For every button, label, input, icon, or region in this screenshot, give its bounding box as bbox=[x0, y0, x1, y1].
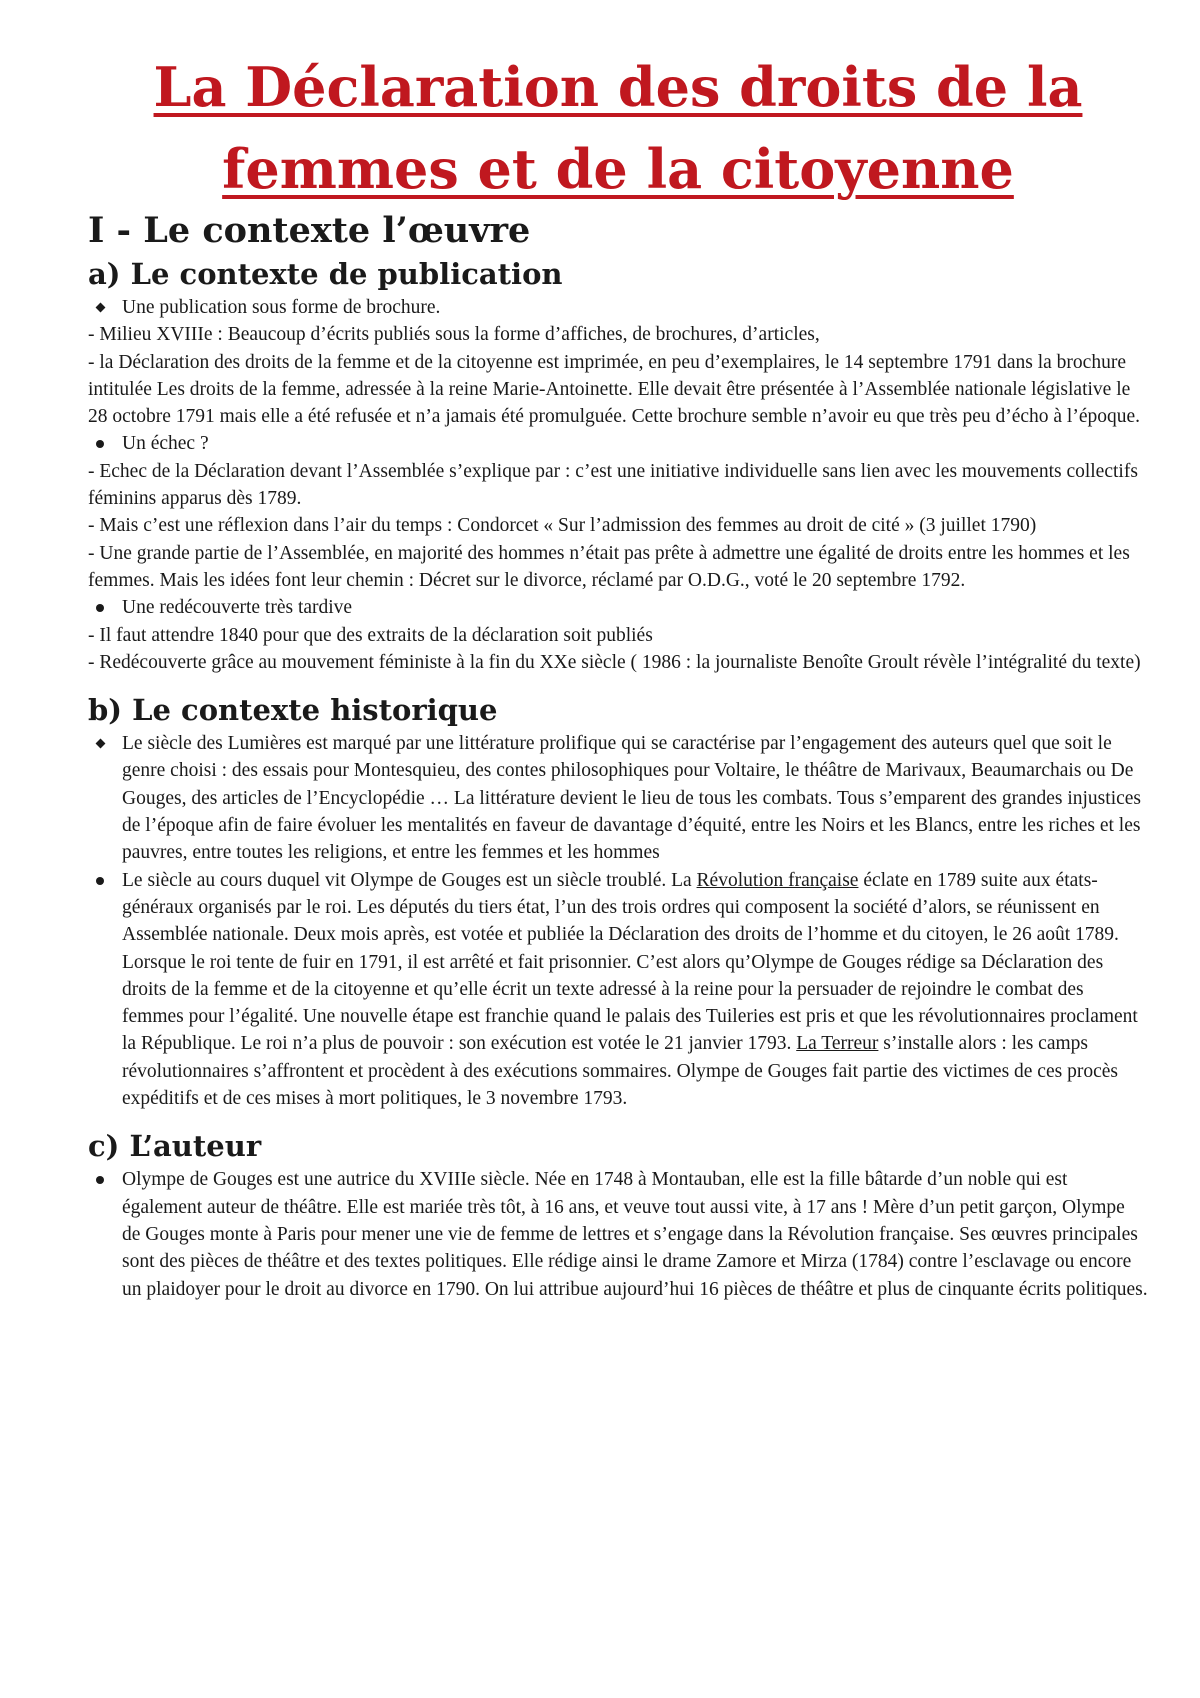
author-content bbox=[88, 1166, 1148, 1302]
text-run: s’installe alors : les camps révolutionnaires s’affrontent et procèdent à des exécutions sommaires. Olympe de Gouges fait partie des victimes de ces procès expéditifs et de ces mises à mort politiques, le 3 novembre 1793. bbox=[122, 1033, 1118, 1110]
list-item bbox=[88, 1166, 1148, 1302]
bullet-text: Le siècle des Lumières est marqué par une littérature prolifique qui se caractérise par l’engagement des auteurs quel que soit le genre choisi : des essais pour Montesquieu, des contes philosophiques pour Voltaire, le théâtre de Marivaux, Beaumarchais ou De Gouges, des articles de l’Encyclopédie … La littérature devient le lieu de tous les combats. Tous s’emparent des grandes injustices de l’époque afin de faire évoluer les mentalités en faveur de davantage d’équité, entre les Noirs et les Blancs, entre les riches et les pauvres, entre toutes les religions, et entre les femmes et les hommes bbox=[122, 733, 1142, 864]
link-la-terreur[interactable]: La Terreur bbox=[796, 1033, 879, 1055]
paragraph: - la Déclaration des droits de la femme et de la citoyenne est imprimée, en peu d’exemplaires, le 14 septembre 1791 dans la brochure intitulée Les droits de la femme, adressée à la reine Marie-Antoinette. Elle devait être présentée à l’Assemblée nationale législative le 28 octobre 1791 mais elle a été refusée et n’a jamais été promulguée. Cette brochure semble n’avoir eu que très peu d’écho à l’époque. bbox=[88, 351, 1141, 428]
paragraph: - Milieu XVIIIe : Beaucoup d’écrits publiés sous la forme d’affiches, de brochures, d’articles, bbox=[88, 324, 820, 346]
section-heading-context: I - Le contexte l’œuvre bbox=[88, 210, 531, 251]
bullet-text: Un échec ? bbox=[122, 433, 209, 455]
dot-bullet-icon bbox=[88, 867, 122, 1113]
dot-bullet-icon bbox=[88, 594, 122, 621]
bullet-text: Une redécouverte très tardive bbox=[122, 597, 353, 619]
dot-bullet-icon bbox=[88, 1166, 122, 1302]
diamond-bullet-icon bbox=[88, 294, 122, 321]
text-run: éclate en 1789 suite aux états-généraux organisés par le roi. Les députés du tiers état, l’un des trois ordres qui composent la société d’alors, se réunissent en Assemblée nationale. Deux mois après, est votée et publiée la Déclaration des droits de l’homme et du citoyen, le 26 août 1789. Lorsque le roi tente de fuir en 1791, il est arrêté et fait prisonnier. C’est alors qu’Olympe de Gouges rédige sa Déclaration des droits de la femme et de la citoyenne et qu’elle écrit un texte adressé à la reine pour la persuader de rejoindre le combat des femmes pour l’égalité. Une nouvelle étape est franchie quand le palais des Tuileries est pris et que les révolutionnaires proclament la République. Le roi n’a plus de pouvoir : son exécution est votée le 21 janvier 1793. bbox=[122, 869, 1138, 1055]
document-page bbox=[88, 44, 1148, 1303]
paragraph: - Mais c’est une réflexion dans l’air du temps : Condorcet « Sur l’admission des femmes au droit de cité » (3 juillet 1790) bbox=[88, 515, 1037, 537]
paragraph: - Redécouverte grâce au mouvement féministe à la fin du XXe siècle ( 1986 : la journaliste Benoîte Groult révèle l’intégralité du texte) bbox=[88, 651, 1141, 673]
bullet-text bbox=[122, 867, 1148, 1113]
list-item bbox=[88, 294, 1148, 321]
list-item bbox=[88, 867, 1148, 1113]
title-line-1: La Déclaration des droits de la bbox=[153, 55, 1083, 119]
subsection-heading-author: c) L’auteur bbox=[88, 1129, 262, 1164]
subsection-heading-historical: b) Le contexte historique bbox=[88, 693, 498, 728]
list-item bbox=[88, 594, 1148, 621]
paragraph: - Echec de la Déclaration devant l’Assemblée s’explique par : c’est une initiative individuelle sans lien avec les mouvements collectifs féminins apparus dès 1789. bbox=[88, 460, 1138, 510]
paragraph: - Il faut attendre 1840 pour que des extraits de la déclaration soit publiés bbox=[88, 624, 653, 646]
list-item bbox=[88, 430, 1148, 457]
subsection-heading-publication: a) Le contexte de publication bbox=[88, 257, 563, 291]
document-title bbox=[88, 44, 1148, 212]
diamond-bullet-icon bbox=[88, 730, 122, 866]
publication-content bbox=[88, 294, 1148, 676]
dot-bullet-icon bbox=[88, 430, 122, 457]
title-line-2: femmes et de la citoyenne bbox=[222, 137, 1014, 201]
list-item bbox=[88, 730, 1148, 866]
link-revolution-francaise[interactable]: Révolution française bbox=[696, 869, 859, 891]
paragraph: - Une grande partie de l’Assemblée, en majorité des hommes n’était pas prête à admettre une égalité de droits entre les hommes et les femmes. Mais les idées font leur chemin : Décret sur le divorce, réclamé par O.D.G., voté le 20 septembre 1792. bbox=[88, 542, 1130, 591]
bullet-text: Une publication sous forme de brochure. bbox=[122, 297, 441, 318]
text-run: Le siècle au cours duquel vit Olympe de Gouges est un siècle troublé. La bbox=[122, 869, 697, 891]
bullet-text: Olympe de Gouges est une autrice du XVIIIe siècle. Née en 1748 à Montauban, elle est la fille bâtarde d’un noble qui est également auteur de théâtre. Elle est mariée très tôt, à 16 ans, et veuve tout aussi vite, à 17 ans ! Mère d’un petit garçon, Olympe de Gouges monte à Paris pour mener une vie de femme de lettres et s’engage dans la Révolution française. Ses œuvres principales sont des pièces de théâtre et des textes politiques. Elle rédige ainsi le drame Zamore et Mirza (1784) contre l’esclavage ou encore un plaidoyer pour le droit au divorce en 1790. On lui attribue aujourd’hui 16 pièces de théâtre et plus de cinquante écrits politiques. bbox=[122, 1169, 1148, 1300]
historical-content bbox=[88, 730, 1148, 1112]
